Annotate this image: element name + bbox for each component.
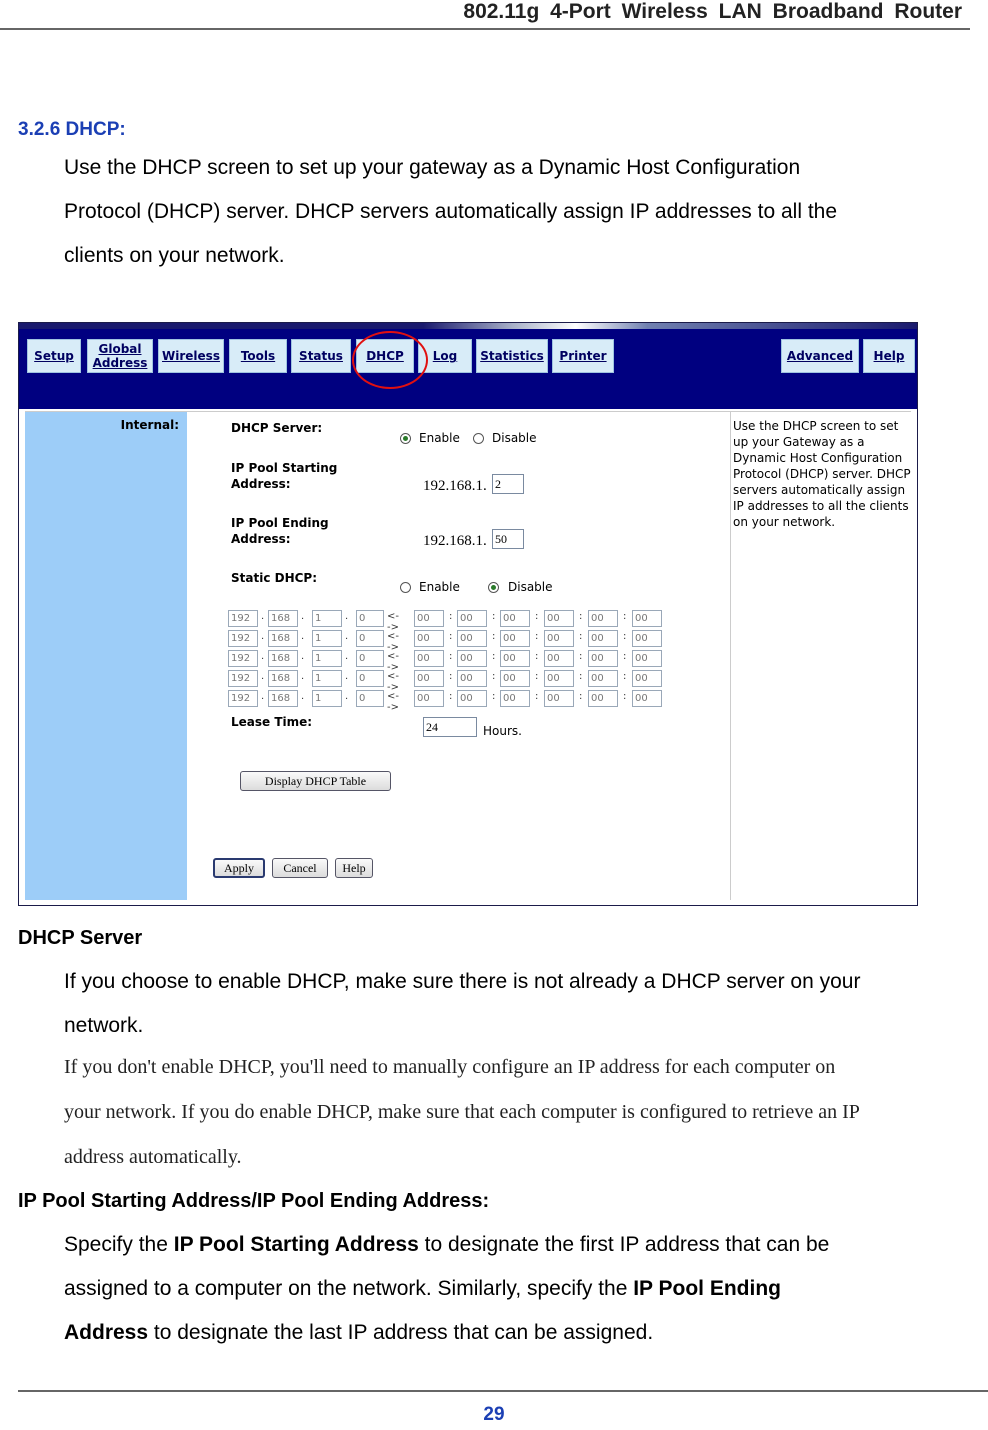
static-ip-octet-input[interactable]: 168 (268, 610, 298, 627)
static-ip-octet-input[interactable]: 1 (312, 610, 342, 627)
header-divider (0, 28, 970, 30)
mac-separator: : (492, 631, 496, 642)
page-number: 29 (483, 1404, 505, 1425)
lease-time-label: Lease Time: (231, 715, 313, 729)
mac-separator: : (623, 691, 627, 702)
dhcp-server-paragraph (64, 960, 860, 1048)
static-mac-byte-input[interactable]: 00 (544, 630, 574, 647)
pool-line-3 (64, 1311, 829, 1355)
static-ip-octet-input[interactable]: 0 (356, 650, 384, 667)
intro-line: Protocol (DHCP) server. DHCP servers automatically assign IP addresses to all the (64, 200, 838, 223)
mapping-arrow: <--> (387, 691, 399, 713)
static-mac-byte-input[interactable]: 00 (588, 670, 618, 687)
mac-separator: : (579, 651, 583, 662)
static-mac-byte-input[interactable]: 00 (500, 630, 530, 647)
static-enable-radio[interactable] (400, 582, 411, 593)
lease-time-input[interactable]: 24 (423, 717, 477, 737)
mac-separator: : (449, 611, 453, 622)
static-mac-byte-input[interactable]: 00 (414, 650, 444, 667)
mac-separator: : (492, 611, 496, 622)
static-mac-byte-input[interactable]: 00 (457, 670, 487, 687)
mac-separator: : (492, 651, 496, 662)
page-header-title: 802.11g 4-Port Wireless LAN Broadband Router (463, 0, 962, 23)
static-mac-byte-input[interactable]: 00 (414, 610, 444, 627)
static-ip-octet-input[interactable]: 168 (268, 650, 298, 667)
static-ip-octet-input[interactable]: 0 (356, 610, 384, 627)
static-ip-octet-input[interactable]: 1 (312, 650, 342, 667)
static-ip-octet-input[interactable]: 168 (268, 670, 298, 687)
static-mac-byte-input[interactable]: 00 (632, 630, 662, 647)
internal-label: Internal: (120, 418, 179, 432)
octet-separator: . (301, 691, 305, 702)
footer-divider (18, 1390, 988, 1392)
mac-separator: : (449, 671, 453, 682)
pool-line-1 (64, 1223, 829, 1267)
dhcp-enable-radio[interactable] (400, 433, 411, 444)
mac-separator: : (623, 651, 627, 662)
mac-separator: : (535, 631, 539, 642)
mac-separator: : (449, 651, 453, 662)
mapping-arrow: <--> (387, 611, 399, 633)
text-run: assigned to a computer on the network. Similarly, specify the (64, 1277, 634, 1300)
dhcp-server-heading: DHCP Server (18, 927, 143, 949)
mac-separator: : (535, 611, 539, 622)
static-ip-octet-input[interactable]: 192 (228, 670, 258, 687)
static-dhcp-label: Static DHCP: (231, 571, 318, 585)
text-run: to designate the last IP address that can be assigned. (148, 1321, 654, 1344)
mac-separator: : (579, 631, 583, 642)
display-dhcp-table-button[interactable]: Display DHCP Table (240, 771, 391, 791)
mac-separator: : (623, 631, 627, 642)
static-mac-byte-input[interactable]: 00 (632, 690, 662, 707)
octet-separator: . (261, 631, 265, 642)
pool-paragraph (64, 1223, 829, 1355)
static-ip-octet-input[interactable]: 192 (228, 610, 258, 627)
static-mac-byte-input[interactable]: 00 (500, 610, 530, 627)
pool-end-prefix: 192.168.1. (423, 533, 487, 549)
octet-separator: . (261, 691, 265, 702)
pool-start-input[interactable]: 2 (492, 474, 524, 494)
bold-term: IP Pool Starting Address (173, 1233, 419, 1256)
mac-separator: : (492, 691, 496, 702)
mac-separator: : (535, 691, 539, 702)
pool-start-prefix: 192.168.1. (423, 478, 487, 494)
octet-separator: . (345, 671, 349, 682)
help-button[interactable]: Help (335, 858, 373, 878)
static-ip-octet-input[interactable]: 1 (312, 690, 342, 707)
mac-separator: : (623, 611, 627, 622)
mapping-arrow: <--> (387, 631, 399, 653)
apply-button[interactable]: Apply (213, 858, 265, 878)
mac-separator: : (579, 611, 583, 622)
mac-separator: : (535, 651, 539, 662)
static-mac-byte-input[interactable]: 00 (588, 630, 618, 647)
static-mac-byte-input[interactable]: 00 (500, 670, 530, 687)
static-mac-byte-input[interactable]: 00 (414, 630, 444, 647)
text-run: to designate the first IP address that can be (418, 1233, 830, 1256)
pool-start-label: IP Pool Starting Address: (231, 461, 338, 491)
static-mac-byte-input[interactable]: 00 (632, 670, 662, 687)
octet-separator: . (261, 651, 265, 662)
static-mac-byte-input[interactable]: 00 (588, 610, 618, 627)
static-ip-octet-input[interactable]: 192 (228, 630, 258, 647)
intro-line: clients on your network. (64, 244, 285, 267)
static-ip-octet-input[interactable]: 192 (228, 690, 258, 707)
static-mac-byte-input[interactable]: 00 (588, 690, 618, 707)
static-ip-octet-input[interactable]: 0 (356, 690, 384, 707)
static-ip-octet-input[interactable]: 192 (228, 650, 258, 667)
static-mac-byte-input[interactable]: 00 (414, 670, 444, 687)
mac-separator: : (623, 671, 627, 682)
text-run: Specify the (64, 1233, 174, 1256)
nav-statistics[interactable]: Statistics (476, 339, 548, 373)
octet-separator: . (345, 691, 349, 702)
mapping-arrow: <--> (387, 651, 399, 673)
main-area (25, 411, 911, 904)
router-dhcp-screenshot (18, 322, 918, 906)
static-mac-byte-input[interactable]: 00 (544, 670, 574, 687)
static-mac-byte-input[interactable]: 00 (544, 650, 574, 667)
dhcp-server-label: DHCP Server: (231, 421, 323, 435)
nav-bar (19, 329, 917, 409)
static-mac-byte-input[interactable]: 00 (457, 630, 487, 647)
help-panel: Use the DHCP screen to set up your Gateway as a Dynamic Host Configuration Protocol (DHCP) server. DHCP servers automatically assign IP addresses to all the clients on your network. (730, 412, 916, 900)
static-enable-label: Enable (419, 580, 460, 594)
static-mac-byte-input[interactable]: 00 (500, 690, 530, 707)
static-ip-octet-input[interactable]: 1 (312, 670, 342, 687)
static-ip-octet-input[interactable]: 1 (312, 630, 342, 647)
octet-separator: . (301, 631, 305, 642)
pool-end-label: IP Pool Ending Address: (231, 516, 329, 546)
static-ip-octet-input[interactable]: 168 (268, 690, 298, 707)
nav-tools[interactable]: Tools (229, 339, 287, 373)
octet-separator: . (345, 651, 349, 662)
static-mac-byte-input[interactable]: 00 (588, 650, 618, 667)
mac-separator: : (449, 691, 453, 702)
nav-dhcp[interactable]: DHCP (356, 339, 414, 373)
octet-separator: . (301, 611, 305, 622)
nav-advanced[interactable]: Advanced (781, 339, 859, 373)
nav-global-address[interactable]: Global Address (87, 339, 153, 373)
cancel-button[interactable]: Cancel (272, 858, 328, 878)
static-mac-byte-input[interactable]: 00 (414, 690, 444, 707)
octet-separator: . (301, 671, 305, 682)
static-mac-byte-input[interactable]: 00 (632, 610, 662, 627)
mac-separator: : (579, 691, 583, 702)
nav-printer[interactable]: Printer (552, 339, 614, 373)
static-mac-byte-input[interactable]: 00 (500, 650, 530, 667)
dhcp-highlight-circle (352, 331, 428, 389)
mac-separator: : (535, 671, 539, 682)
nav-status[interactable]: Status (291, 339, 351, 373)
section-title: 3.2.6 DHCP: (18, 119, 126, 140)
dhcp-disable-label: Disable (492, 431, 537, 445)
nav-setup[interactable]: Setup (27, 339, 81, 373)
nav-log[interactable]: Log (418, 339, 472, 373)
static-disable-label: Disable (508, 580, 553, 594)
static-mac-byte-input[interactable]: 00 (632, 650, 662, 667)
static-ip-octet-input[interactable]: 0 (356, 630, 384, 647)
paragraph-line: If you choose to enable DHCP, make sure there is not already a DHCP server on your (64, 970, 861, 993)
bold-term: IP Pool Ending (633, 1277, 781, 1300)
dhcp-server-note (64, 1045, 860, 1180)
note-line: If you don't enable DHCP, you'll need to manually configure an IP address for each computer on (64, 1056, 836, 1078)
octet-separator: . (345, 611, 349, 622)
dhcp-enable-label: Enable (419, 431, 460, 445)
left-panel (25, 412, 187, 900)
nav-help[interactable]: Help (863, 339, 915, 373)
intro-line: Use the DHCP screen to set up your gateway as a Dynamic Host Configuration (64, 156, 801, 179)
static-mac-byte-input[interactable]: 00 (457, 610, 487, 627)
static-mac-byte-input[interactable]: 00 (544, 690, 574, 707)
static-ip-octet-input[interactable]: 168 (268, 630, 298, 647)
static-mac-byte-input[interactable]: 00 (457, 650, 487, 667)
note-line: address automatically. (64, 1146, 242, 1168)
mac-separator: : (579, 671, 583, 682)
lease-hours-label: Hours. (483, 724, 522, 738)
static-disable-radio[interactable] (488, 582, 499, 593)
pool-end-input[interactable]: 50 (492, 529, 524, 549)
nav-wireless[interactable]: Wireless (158, 339, 224, 373)
octet-separator: . (345, 631, 349, 642)
octet-separator: . (261, 671, 265, 682)
static-mac-byte-input[interactable]: 00 (544, 610, 574, 627)
static-mac-byte-input[interactable]: 00 (457, 690, 487, 707)
paragraph-line: network. (64, 1014, 144, 1037)
bold-term: Address (64, 1321, 149, 1344)
octet-separator: . (301, 651, 305, 662)
octet-separator: . (261, 611, 265, 622)
pool-section-heading: IP Pool Starting Address/IP Pool Ending Address: (18, 1190, 490, 1212)
mapping-arrow: <--> (387, 671, 399, 693)
dhcp-disable-radio[interactable] (473, 433, 484, 444)
mac-separator: : (449, 631, 453, 642)
pool-line-2 (64, 1267, 829, 1311)
static-ip-octet-input[interactable]: 0 (356, 670, 384, 687)
note-line: your network. If you do enable DHCP, make sure that each computer is configured to retrieve an IP (64, 1101, 860, 1123)
intro-paragraph (64, 146, 837, 278)
mac-separator: : (492, 671, 496, 682)
